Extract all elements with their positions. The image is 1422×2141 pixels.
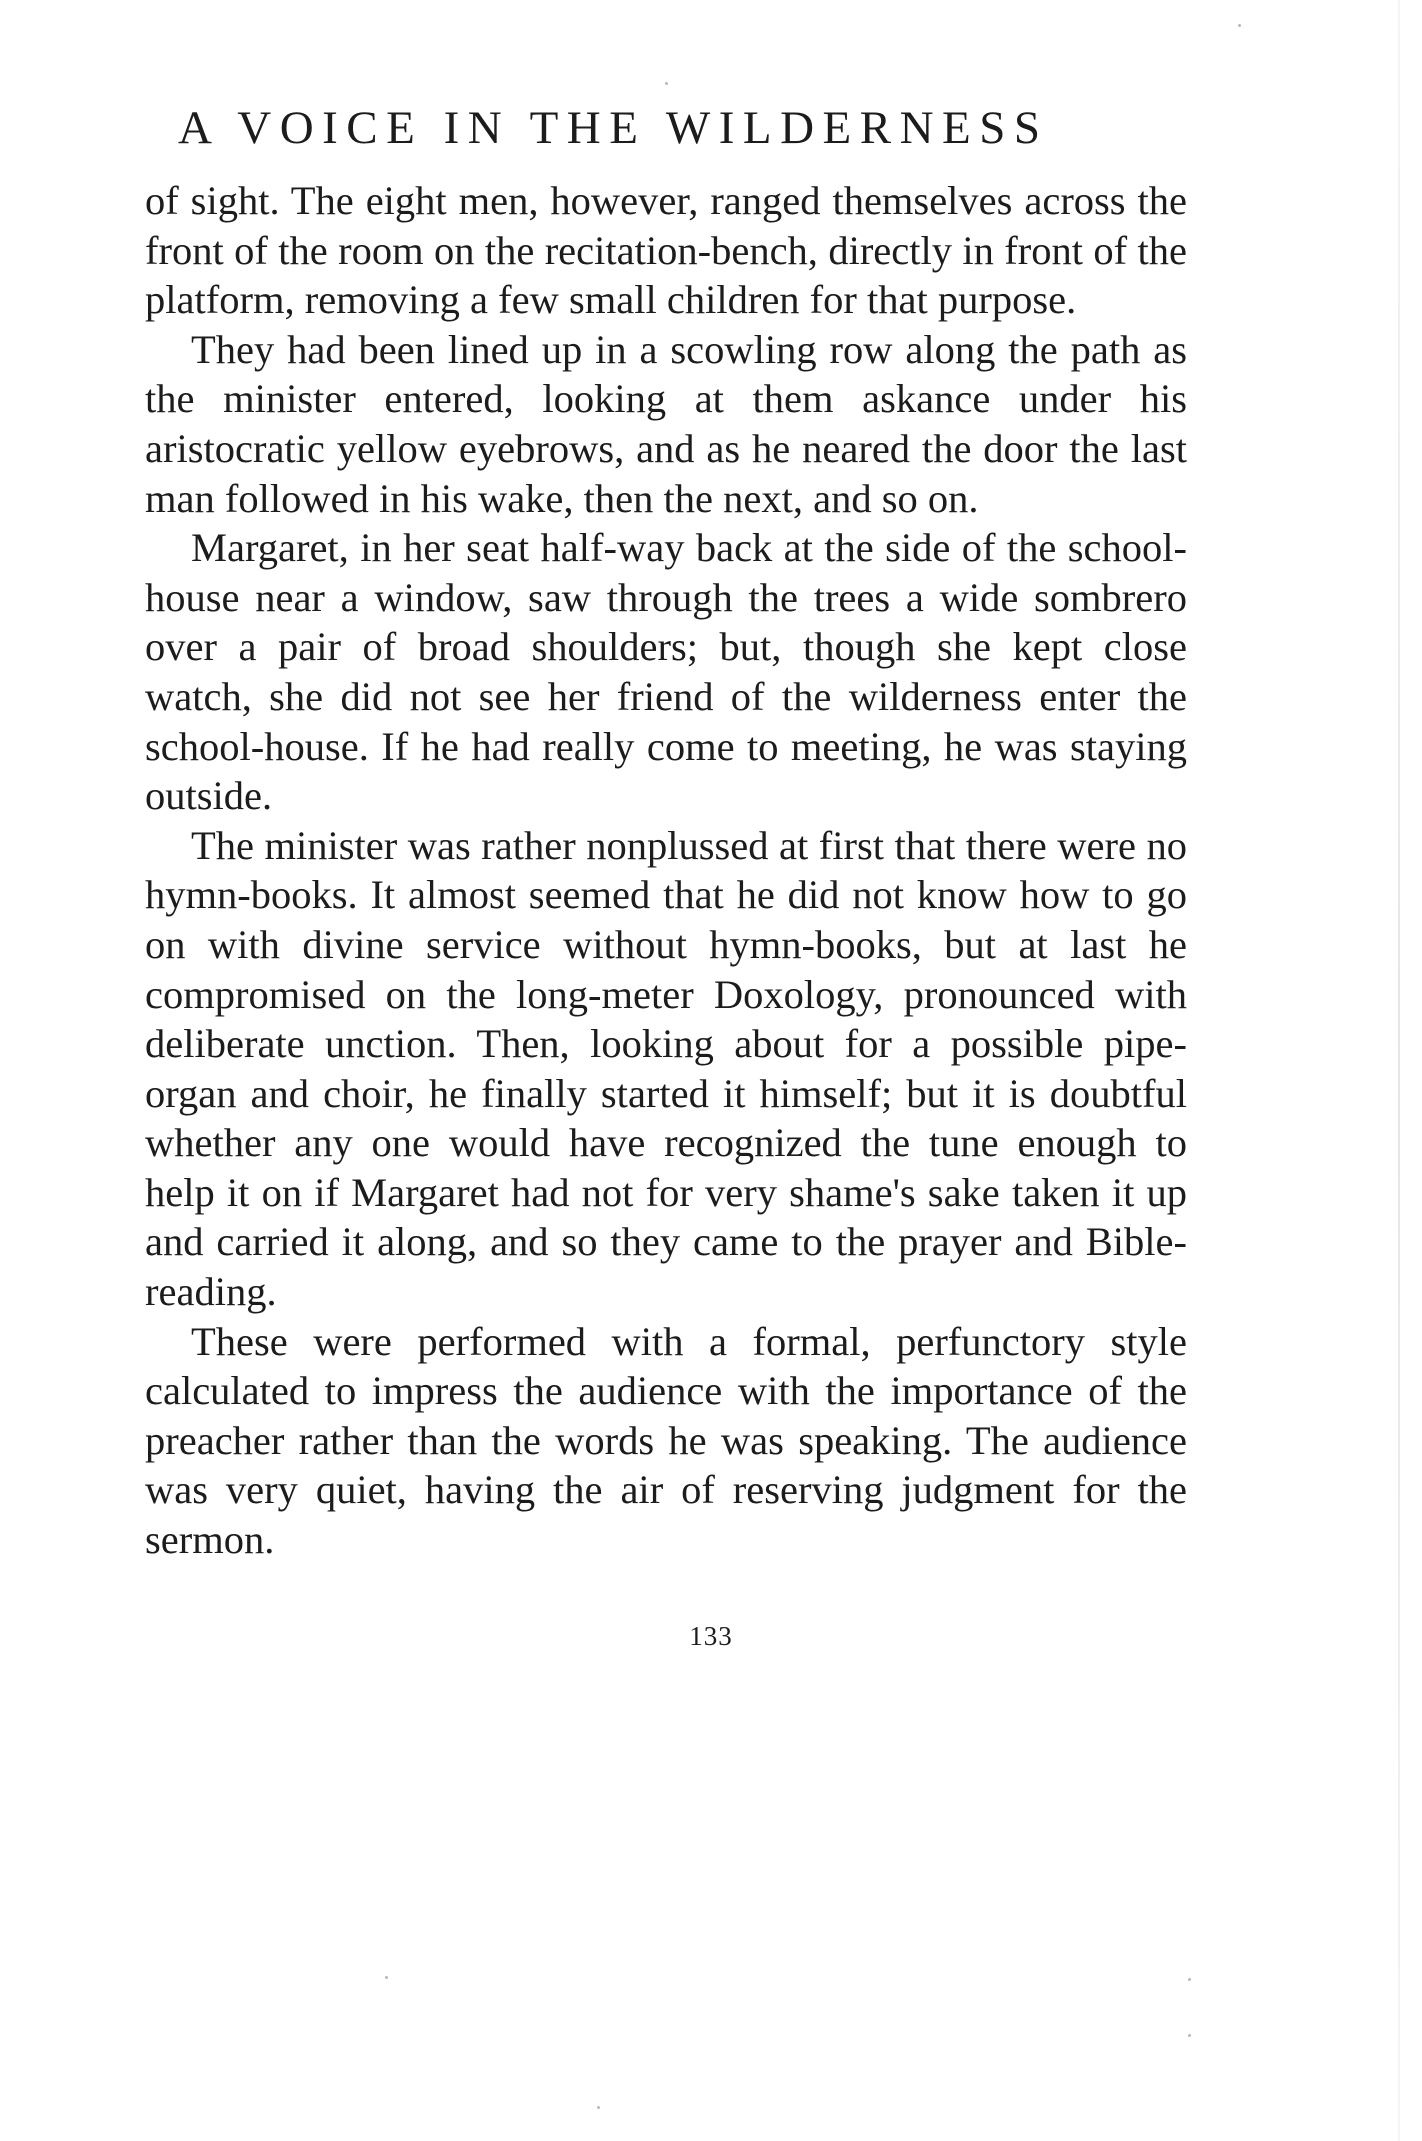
scan-speck bbox=[1188, 2034, 1191, 2037]
page-number: 133 bbox=[689, 1621, 733, 1651]
page-edge-shadow bbox=[1398, 0, 1400, 2141]
scan-speck bbox=[1238, 24, 1241, 27]
paragraph-1: of sight. The eight men, however, ranged themselves across the front of the room on the recitation-bench, directly in front of the platform, removing a few small children for that purpose. bbox=[145, 178, 1187, 323]
scan-speck bbox=[597, 2106, 600, 2109]
running-head: A VOICE IN THE WILDERNESS bbox=[178, 102, 1049, 154]
paragraph-4: The minister was rather nonplussed at first that there were no hymn-books. It almost seemed that he did not know how to go on with divine service without hymn-books, but at last he compromised on the long-meter Doxology, pronounced with deliberate unction. Then, looking about for a possible pipe-organ and choir, he finally started it himself; but it is doubtful whether any one would have recognized the tune enough to help it on if Margaret had not for very shame's sake taken it up and carried it along, and so they came to the prayer and Bible-reading. bbox=[145, 822, 1187, 1315]
paragraph-2: They had been lined up in a scowling row along the path as the minister entered, looking at them askance under his aristocratic yellow eyebrows, and as he neared the door the last man followed in his wake, then the next, and so on. bbox=[145, 326, 1187, 521]
scan-speck bbox=[665, 82, 668, 85]
body-text bbox=[145, 176, 1187, 1565]
paragraph-5: These were performed with a formal, perfunctory style calculated to impress the audience with the importance of the preacher rather than the words he was speaking. The audience was very quiet, having the air of reserving judgment for the sermon. bbox=[145, 1318, 1187, 1563]
scan-speck bbox=[385, 1976, 388, 1979]
scan-speck bbox=[1188, 1978, 1191, 1981]
paragraph-3: Margaret, in her seat half-way back at the side of the school-house near a window, saw through the trees a wide sombrero over a pair of broad shoulders; but, though she kept close watch, she did not see her friend of the wilderness enter the school-house. If he had really come to meeting, he was staying outside. bbox=[145, 525, 1187, 819]
